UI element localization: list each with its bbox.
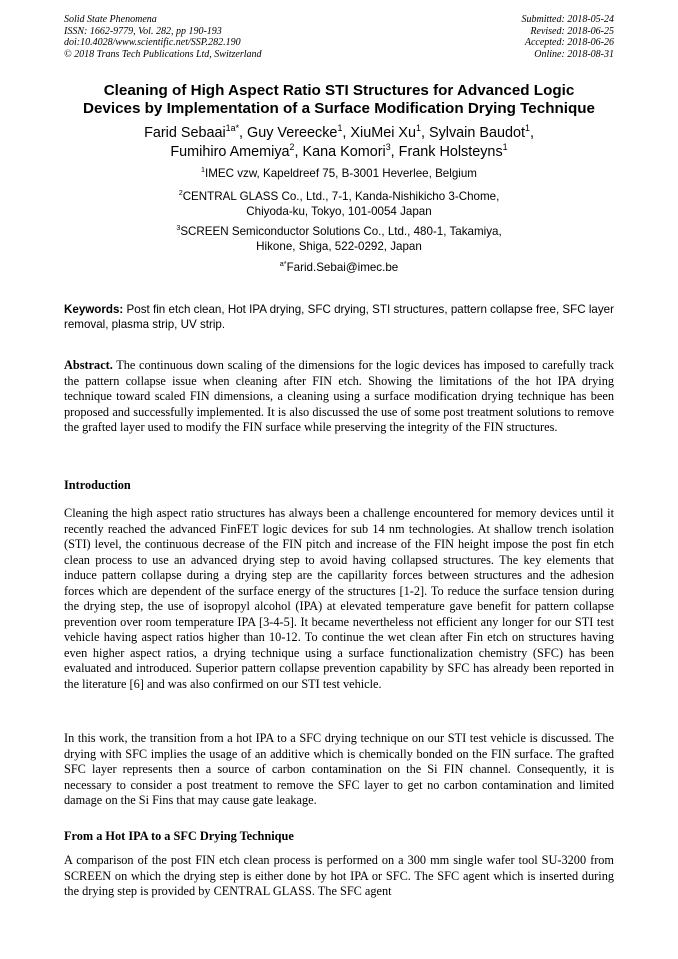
affiliation-text: IMEC vzw, Kapeldreef 75, B-3001 Heverlee, Belgium (205, 167, 477, 180)
author-affiliation-mark: 1 (416, 123, 421, 134)
author-line-2 (40, 143, 638, 162)
journal-doi: doi:10.4028/www.scientific.net/SSP.282.190 (64, 37, 241, 48)
affiliation-mark: 2 (178, 188, 183, 198)
affiliation-2 (50, 189, 628, 219)
author-name: Farid Sebaai (144, 125, 226, 141)
corresponding-email (50, 260, 628, 275)
keywords-text: Post fin etch clean, Hot IPA drying, SFC drying, STI structures, pattern collapse free, SFC layer removal, plasma strip, UV strip. (64, 303, 614, 331)
keywords-label: Keywords: (64, 303, 124, 316)
introduction-paragraph-2: In this work, the transition from a hot IPA to a SFC drying technique on our STI test vehicle is discussed. The drying with SFC implies the usage of an additive which is chemically bonded on the FIN surface. The grafted SFC layer represents then a source of carbon contamination on the Si FIN channel. Consequently, it is necessary to consider a post treatment to remove the SFC layer to get no carbon contamination and limited damage on the Si Fins that may cause gate leakage. (64, 731, 614, 807)
affiliation-text: Chiyoda-ku, Tokyo, 101-0054 Japan (246, 205, 432, 218)
introduction-paragraph-1: Cleaning the high aspect ratio structures has always been a challenge encountered for memory devices until it recently reached the advanced FinFET logic devices for sub 14 nm technologies. At shallow trench isolation (STI) level, the continuous decrease of the FIN pitch and increase of the FIN height impose the post fin etch clean process to use an advanced drying step to avoid having collapsed structures. The key elements that induce pattern collapse during a drying step are the capillarity forces between structures and the adhesion forces which are dependent of the surface energy of the structures [1-2]. To reduce the surface tension during the drying step, the use of isopropyl alcohol (IPA) at elevated temperature gave benefit for pattern collapse prevention over room temperature IPA [3-4-5]. It became nevertheless not efficient any longer for our STI test vehicle having aspect ratios higher than 10-12. To continue the wet clean after Fin etch on structures having even higher aspect ratios, a drying technique using a surface functionalization chemistry (SFC) has been evaluated and introduced. Superior pattern collapse prevention capability by SFC has already been reported in the literature [6] and was also confirmed on our STI test vehicle. (64, 506, 614, 691)
affiliation-mark: 1 (201, 165, 206, 175)
author-affiliation-mark: 1a* (225, 123, 240, 134)
abstract (64, 358, 614, 436)
author-name: , XiuMei Xu (342, 125, 416, 141)
affiliation-text: SCREEN Semiconductor Solutions Co., Ltd., 480-1, Takamiya, (180, 225, 502, 238)
title-line-1: Cleaning of High Aspect Ratio STI Structures for Advanced Logic (103, 82, 575, 99)
journal-info (64, 14, 262, 60)
author-list (40, 124, 638, 162)
affiliation-3 (50, 224, 628, 254)
author-affiliation-mark: 2 (289, 142, 295, 153)
author-name: , Frank Holsteyns (390, 144, 503, 160)
introduction-heading: Introduction (64, 478, 131, 492)
author-separator: , (529, 125, 534, 141)
author-name: , Guy Vereecke (239, 125, 338, 141)
section-heading: From a Hot IPA to a SFC Drying Technique (64, 829, 294, 843)
affiliation-1 (50, 166, 628, 181)
email-mark: a* (279, 259, 287, 269)
affiliation-text: CENTRAL GLASS Co., Ltd., 7-1, Kanda-Nishikicho 3-Chome, (182, 190, 500, 203)
author-affiliation-mark: 3 (385, 142, 391, 153)
date-submitted: Submitted: 2018-05-24 (521, 14, 614, 25)
journal-issn: ISSN: 1662-9779, Vol. 282, pp 190-193 (64, 25, 222, 37)
author-affiliation-mark: 1 (524, 123, 530, 134)
date-online: Online: 2018-08-31 (534, 48, 614, 60)
abstract-label: Abstract. (64, 358, 113, 372)
email-address: Farid.Sebai@imec.be (286, 261, 399, 274)
affiliation-mark: 3 (176, 223, 181, 233)
journal-copyright: © 2018 Trans Tech Publications Ltd, Switzerland (64, 48, 262, 60)
author-name: , Kana Komori (294, 144, 386, 160)
author-affiliation-mark: 1 (337, 123, 343, 134)
title-line-2: Devices by Implementation of a Surface Modification Drying Technique (83, 100, 595, 117)
submission-dates (522, 14, 615, 60)
abstract-text: The continuous down scaling of the dimensions for the logic devices has imposed to carefully track the pattern collapse issue when cleaning after FIN etch. Showing the limitations of the hot IPA drying technique toward scaled FIN dimensions, a cleaning using a surface modification drying technique has been proposed and successfully implemented. It is also discussed the use of some post treatment solutions to remove the grafted layer used to modify the FIN surface while preserving the integrity of the FIN structures. (64, 358, 614, 434)
keywords (64, 302, 614, 332)
affiliation-text: Hikone, Shiga, 522-0292, Japan (256, 240, 422, 253)
date-accepted: Accepted: 2018-06-26 (524, 37, 614, 48)
section-paragraph-1: A comparison of the post FIN etch clean process is performed on a 300 mm single wafer tool SU-3200 from SCREEN on which the drying step is either done by hot IPA or SFC. The SFC agent which is inserted during the drying step is provided by CENTRAL GLASS. The SFC agent (64, 853, 614, 898)
date-revised: Revised: 2018-06-25 (530, 25, 614, 37)
author-line-1 (40, 124, 638, 143)
paper-title (50, 82, 628, 118)
author-name: , Sylvain Baudot (420, 125, 525, 141)
journal-name: Solid State Phenomena (64, 14, 157, 25)
author-name: Fumihiro Amemiya (170, 144, 290, 160)
author-affiliation-mark: 1 (502, 142, 508, 153)
